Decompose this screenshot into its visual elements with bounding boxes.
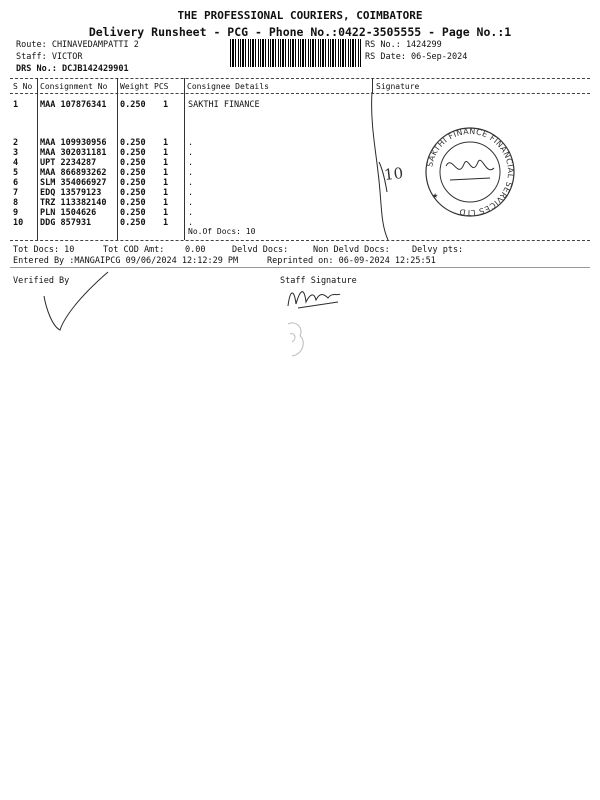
row-pcs: 1 (163, 218, 169, 228)
svg-text:★: ★ (432, 192, 439, 200)
row-consignee: . (188, 198, 194, 208)
row-weight: 0.250 (120, 100, 146, 110)
row-sno: 3 (13, 148, 19, 158)
col-header-sno: S No (13, 82, 33, 91)
col-header-weight: Weight (120, 82, 149, 91)
tot-docs: Tot Docs: 10 (13, 245, 75, 255)
row-consignee: . (188, 138, 194, 148)
rs-date: RS Date: 06-Sep-2024 (365, 52, 468, 62)
row-sno: 4 (13, 158, 19, 168)
table-top-border (10, 78, 590, 79)
col-divider (184, 78, 185, 240)
row-sno: 6 (13, 178, 19, 188)
row-consignment: SLM 354066927 (40, 178, 107, 188)
row-consignee: . (188, 208, 194, 218)
route-label: Route: CHINAVEDAMPATTI 2 (16, 40, 139, 50)
reprinted-on: Reprinted on: 06-09-2024 12:25:51 (267, 256, 436, 266)
company-stamp (420, 124, 520, 220)
staff-label: Staff: VICTOR (16, 52, 83, 62)
row-consignee: . (188, 158, 194, 168)
stamp-text: SAKTHI FINANCE FINANCIAL SERVICES LTD (425, 126, 516, 218)
row-weight: 0.250 (120, 158, 146, 168)
col-header-consignment: Consignment No (40, 82, 108, 91)
entered-by: Entered By :MANGAIPCG 09/06/2024 12:12:29 PM (13, 256, 239, 266)
row-sno: 9 (13, 208, 19, 218)
col-divider (372, 78, 373, 93)
verified-signature (38, 268, 118, 338)
col-divider (37, 78, 38, 240)
row-consignee: . (188, 188, 194, 198)
row-consignment: MAA 107876341 (40, 100, 107, 110)
table-header-border (10, 93, 590, 94)
row-consignment: MAA 109930956 (40, 138, 107, 148)
col-header-consignee: Consignee Details (187, 82, 269, 91)
row-consignment: MAA 302031181 (40, 148, 107, 158)
row-weight: 0.250 (120, 218, 146, 228)
table-bottom-border (10, 240, 590, 241)
row-pcs: 1 (163, 168, 169, 178)
row-consignee: . (188, 148, 194, 158)
staff-signature-label: Staff Signature (280, 276, 357, 286)
row-weight: 0.250 (120, 138, 146, 148)
row-sno: 10 (13, 218, 24, 228)
row-sno: 1 (13, 100, 19, 110)
row-sno: 8 (13, 198, 19, 208)
row-consignment: UPT 2234287 (40, 158, 97, 168)
row-consignment: DDG 857931 (40, 218, 92, 228)
row-sno: 5 (13, 168, 19, 178)
tot-cod-label: Tot COD Amt: (103, 245, 165, 255)
row-weight: 0.250 (120, 168, 146, 178)
row-pcs: 1 (163, 158, 169, 168)
col-header-pcs: PCS (154, 82, 169, 91)
rs-number: RS No.: 1424299 (365, 40, 442, 50)
row-pcs: 1 (163, 148, 169, 158)
verified-by-label: Verified By (13, 276, 70, 286)
col-divider (117, 78, 118, 240)
row-weight: 0.250 (120, 148, 146, 158)
row-pcs: 1 (163, 208, 169, 218)
row-weight: 0.250 (120, 208, 146, 218)
no-of-docs: No.Of Docs: 10 (188, 227, 256, 236)
row-consignee: . (188, 178, 194, 188)
row-weight: 0.250 (120, 198, 146, 208)
handwritten-count: 10 (383, 164, 404, 184)
row-consignee: SAKTHI FINANCE (188, 100, 260, 110)
faint-stamp-mark (282, 318, 312, 362)
row-pcs: 1 (163, 178, 169, 188)
row-pcs: 1 (163, 138, 169, 148)
company-title: THE PROFESSIONAL COURIERS, COIMBATORE (177, 9, 423, 22)
col-header-signature: Signature (376, 82, 420, 91)
delvy-pts: Delvy pts: (412, 245, 464, 255)
row-weight: 0.250 (120, 178, 146, 188)
row-pcs: 1 (163, 100, 169, 110)
row-consignment: TRZ 113382140 (40, 198, 107, 208)
row-consignee: . (188, 168, 194, 178)
row-weight: 0.250 (120, 188, 146, 198)
barcode (230, 39, 362, 67)
staff-signature (284, 280, 354, 314)
row-pcs: 1 (163, 198, 169, 208)
row-consignment: EDQ 13579123 (40, 188, 102, 198)
row-consignment: MAA 866893262 (40, 168, 107, 178)
non-delvd-docs: Non Delvd Docs: (313, 245, 390, 255)
row-consignment: PLN 1504626 (40, 208, 97, 218)
row-sno: 7 (13, 188, 19, 198)
delvd-docs: Delvd Docs: (232, 245, 289, 255)
runsheet-subtitle: Delivery Runsheet - PCG - Phone No.:0422-3505555 - Page No.:1 (88, 25, 512, 39)
row-pcs: 1 (163, 188, 169, 198)
tot-cod-value: 0.00 (185, 245, 206, 255)
row-consignee: . (188, 218, 194, 228)
row-sno: 2 (13, 138, 19, 148)
drs-number: DRS No.: DCJB142429901 (16, 64, 129, 74)
